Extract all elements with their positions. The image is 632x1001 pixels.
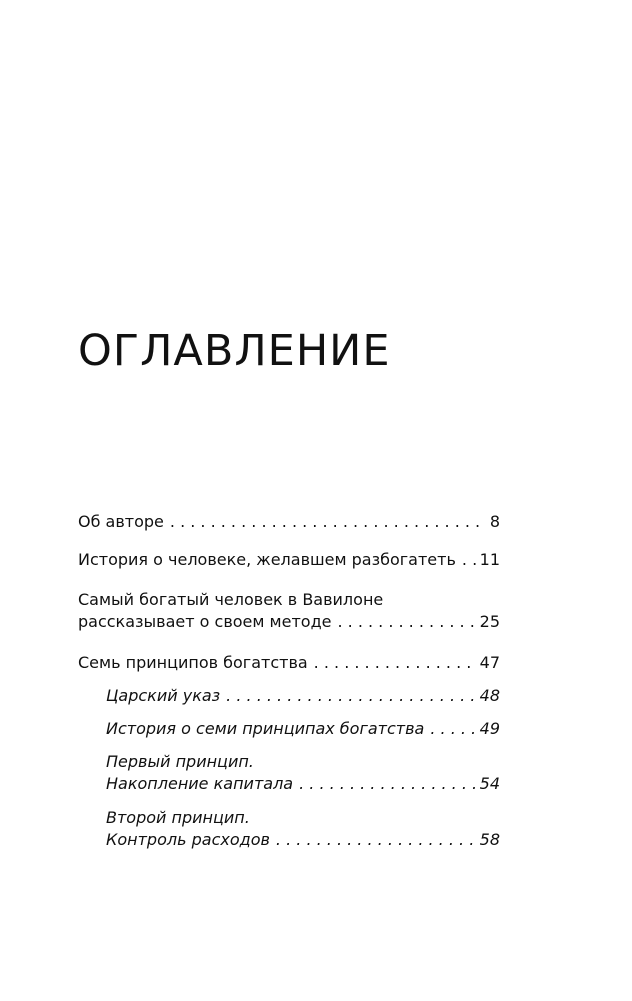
dot-leader: [276, 829, 476, 851]
toc-page-number: 48: [479, 686, 500, 705]
toc-entry-title: Семь принципов богатства: [78, 653, 308, 672]
toc-entry-title-line-1: Самый богатый человек в Вавилоне: [78, 590, 384, 609]
page-title: ОГЛАВЛЕНИЕ: [78, 326, 391, 376]
toc-entry-seven-principles: [78, 652, 500, 674]
toc-page-number: 11: [479, 550, 500, 569]
toc-entry-richest-man: [78, 589, 500, 633]
toc-page-number: 47: [479, 653, 500, 672]
toc-entry-about-author: [78, 511, 500, 533]
dot-leader: [462, 549, 476, 571]
toc-entry-title: Об авторе: [78, 512, 164, 531]
toc-entry-title: Царский указ: [106, 686, 221, 705]
toc-subentry-first-principle: [106, 751, 500, 795]
dot-leader: [314, 652, 476, 674]
toc-entry-title: История о человеке, желавшем разбогатеть: [78, 550, 456, 569]
toc-entry-title-line-2: Накопление капитала: [106, 774, 294, 793]
dot-leader: [226, 685, 475, 707]
toc-subentry-royal-decree: [106, 685, 500, 707]
toc-entry-title: История о семи принципах богатства: [106, 719, 425, 738]
toc-page-number: 49: [479, 719, 500, 738]
toc-subentry-story-of-principles: [106, 718, 500, 740]
toc-entry-title-line-1: Первый принцип.: [106, 752, 254, 771]
dot-leader: [337, 611, 475, 633]
toc-page-number: 58: [479, 830, 500, 849]
toc-subentry-second-principle: [106, 807, 500, 851]
toc-entry-title-line-1: Второй принцип.: [106, 808, 250, 827]
dot-leader: [170, 511, 486, 533]
toc-page-number: 54: [479, 774, 500, 793]
toc-entry-title-line-2: Контроль расходов: [106, 830, 270, 849]
dot-leader: [299, 773, 476, 795]
toc-entry-title-line-2: рассказывает о своем методе: [78, 612, 332, 631]
dot-leader: [430, 718, 475, 740]
toc-page-number: 8: [489, 512, 500, 531]
toc-entry-story: [78, 549, 500, 571]
toc-page-number: 25: [479, 612, 500, 631]
